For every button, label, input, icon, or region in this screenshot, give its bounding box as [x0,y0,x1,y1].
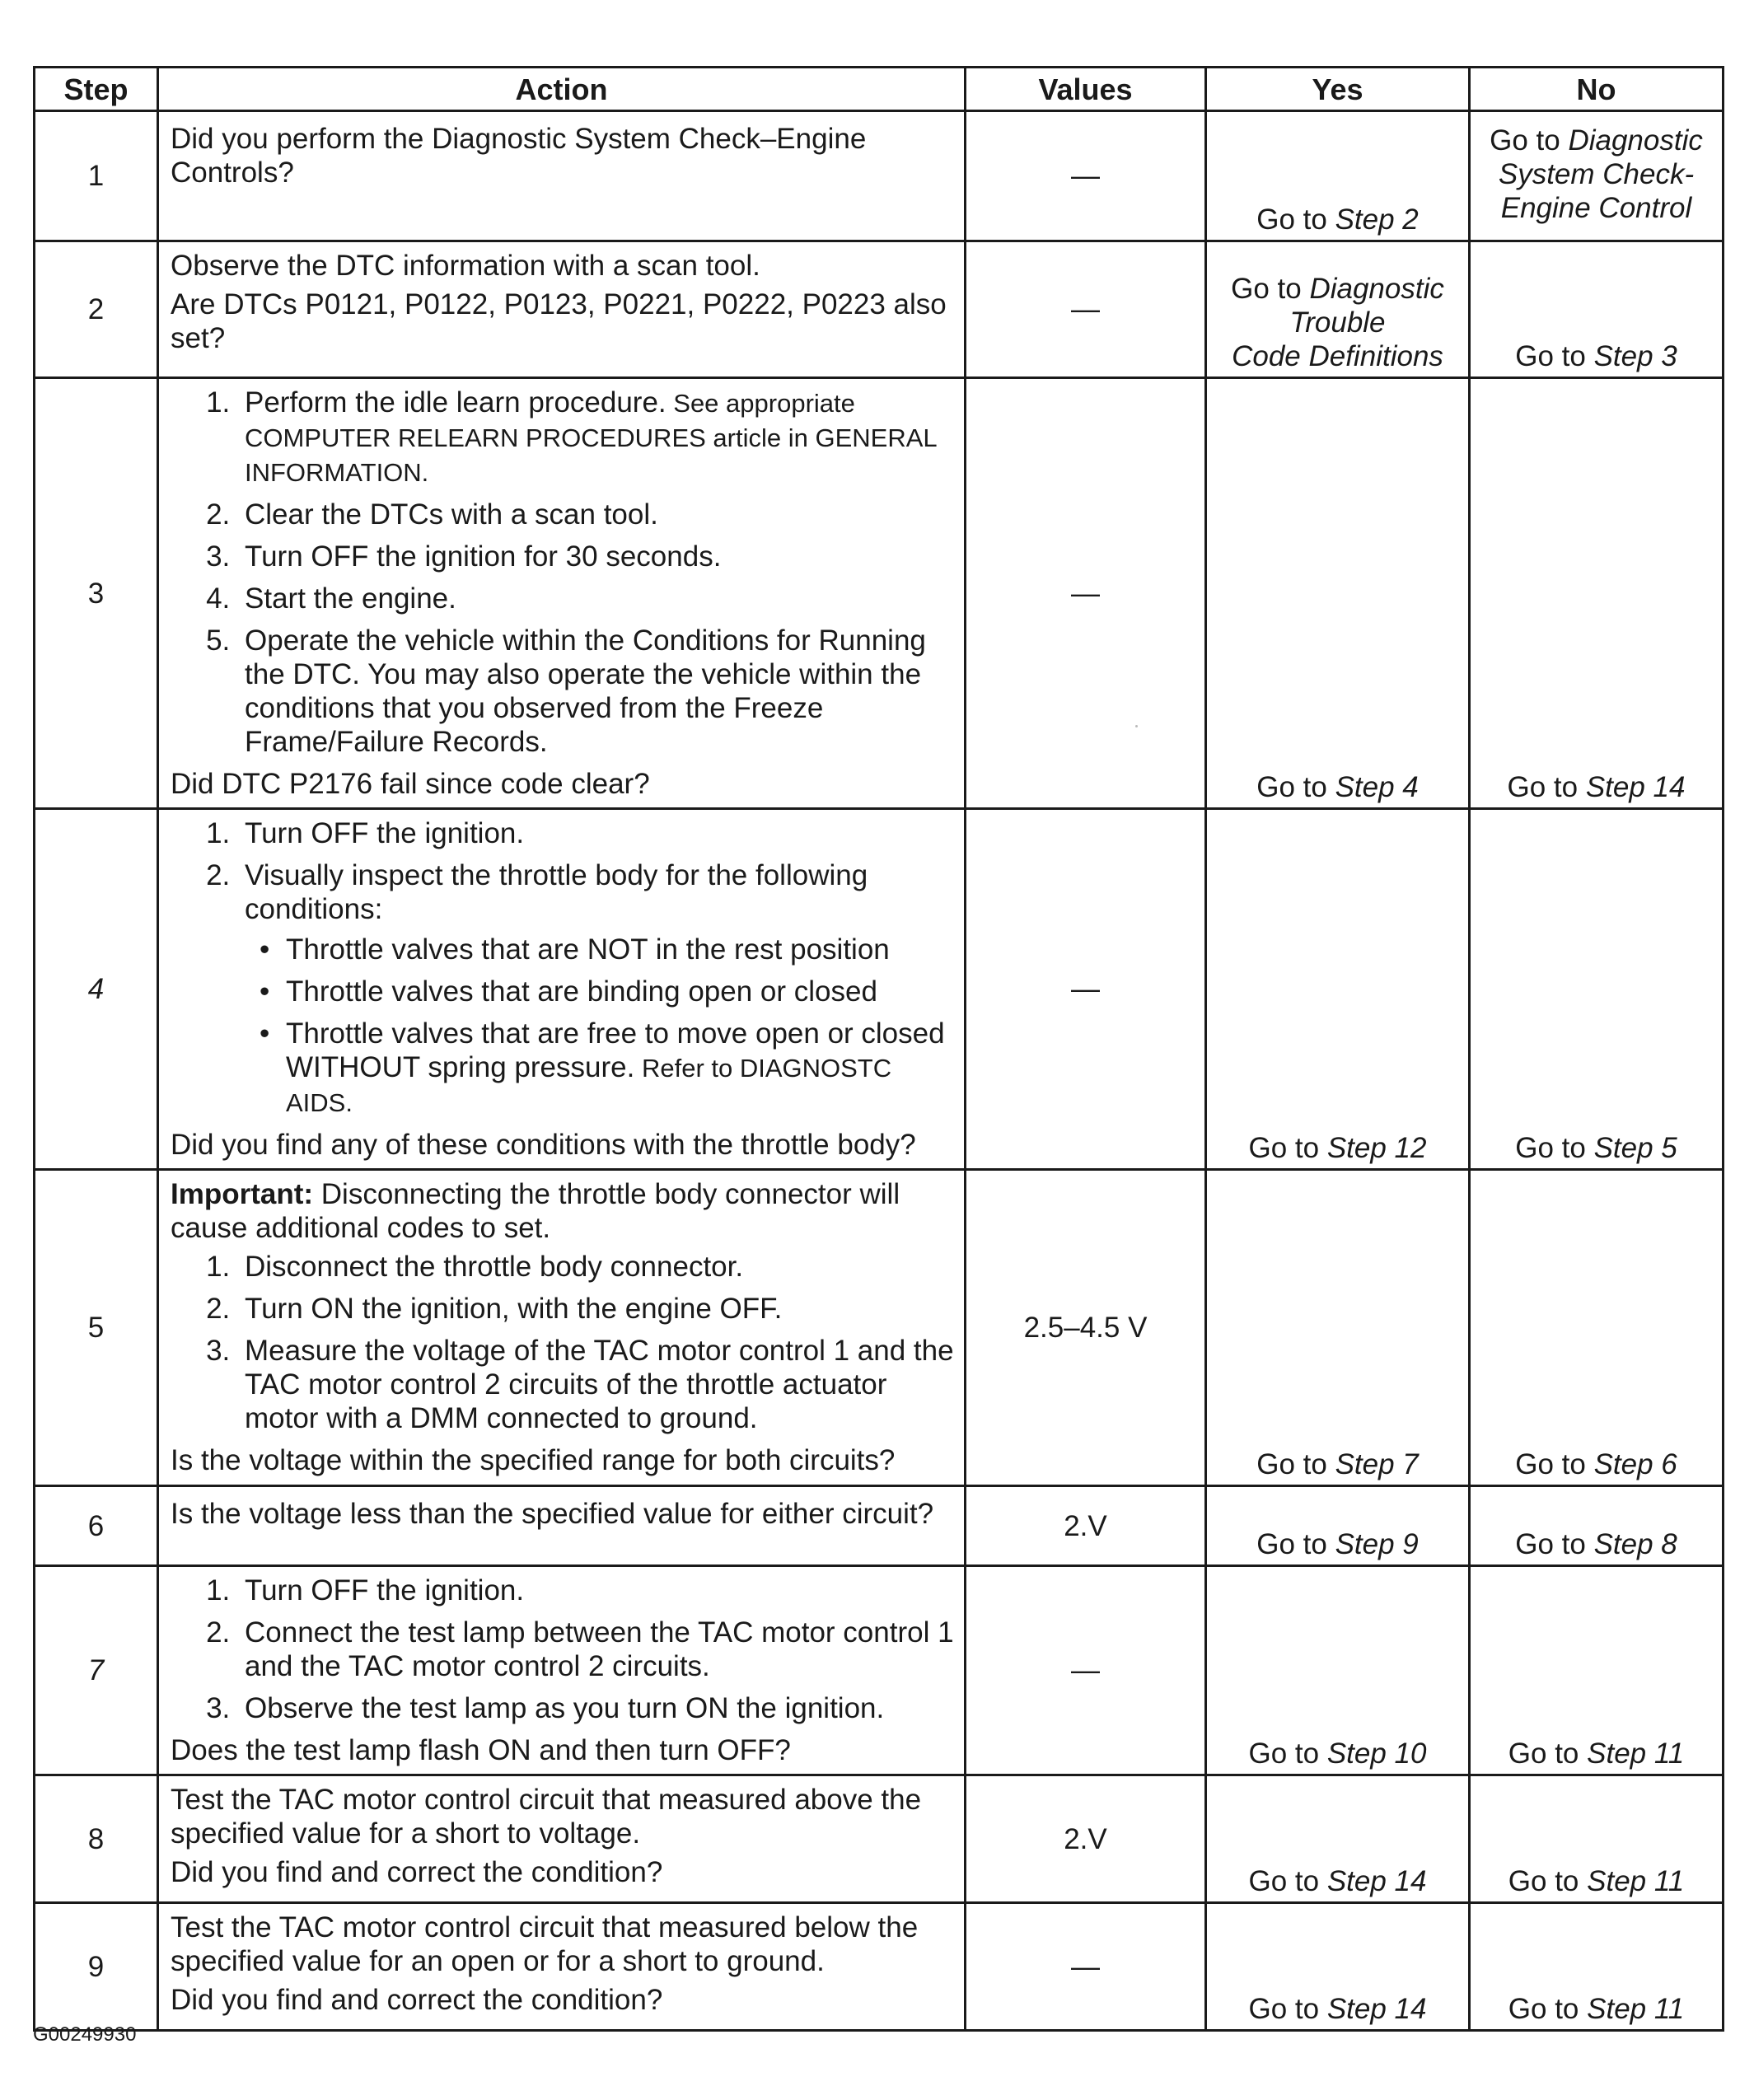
figure-code: G00249930 [33,2023,137,2046]
go-to-target: Step 14 [1326,1865,1427,1897]
no-cell [1470,111,1724,241]
value-cell: — [966,111,1206,241]
procedure-step: 3. Turn OFF the ignition for 30 seconds. [238,540,954,573]
go-to-target: Step 6 [1593,1448,1677,1480]
condition-list [245,933,954,1120]
value-cell: — [966,1566,1206,1775]
go-to-prefix: Go to [1256,1448,1335,1480]
procedure-list [171,1574,954,1725]
yes-cell [1206,1903,1470,2031]
go-to-target: Step 3 [1593,340,1677,372]
go-to-target: Step 11 [1587,1865,1685,1897]
header-no: No [1470,68,1724,111]
header-row [35,68,1724,111]
no-cell [1470,1903,1724,2031]
go-to-prefix: Go to [1515,1448,1594,1480]
action-cell [158,809,966,1170]
step-number: 9 [35,1903,158,2031]
yes-cell [1206,378,1470,809]
step-number: 8 [35,1775,158,1903]
step-number: 5 [35,1170,158,1486]
action-cell [158,111,966,241]
step-number: 1 [35,111,158,241]
go-to-target: Step 9 [1335,1528,1419,1560]
action-question: Did DTC P2176 fail since code clear? [171,768,650,800]
table-row [35,378,1724,809]
action-cell [158,1170,966,1486]
action-cell [158,1903,966,2031]
value-cell: 2.V [966,1775,1206,1903]
go-to-prefix: Go to [1490,124,1569,157]
value-cell: — [966,378,1206,809]
go-to-prefix: Go to [1248,1132,1327,1164]
yes-cell [1206,241,1470,378]
procedure-list [171,816,954,1120]
procedure-step: 1. Disconnect the throttle body connector. [238,1250,954,1284]
go-to-prefix: Go to [1515,340,1594,372]
go-to-prefix: Go to [1508,1993,1588,2025]
header-action: Action [158,68,966,111]
procedure-step: 1. Perform the idle learn procedure. See appropriate COMPUTER RELEARN PROCEDURES article in GENERAL INFORMATION. [238,386,954,489]
procedure-step: 3. Observe the test lamp as you turn ON the ignition. [238,1691,954,1725]
procedure-step: 4. Start the engine. [238,582,954,615]
procedure-step: 3. Measure the voltage of the TAC motor control 1 and the TAC motor control 2 circuits of the throttle actuator motor with a DMM connected to ground. [238,1334,954,1435]
value-cell: — [966,241,1206,378]
procedure-step: 1. Turn OFF the ignition. [238,1574,954,1607]
go-to-target: Code Definitions [1232,340,1443,372]
go-to-target: Step 14 [1585,771,1686,803]
no-cell [1470,1775,1724,1903]
header-step: Step [35,68,158,111]
action-cell [158,1775,966,1903]
procedure-step: 2. Turn ON the ignition, with the engine OFF. [238,1292,954,1326]
go-to-target: Step 10 [1326,1738,1427,1770]
go-to-target: Step 5 [1593,1132,1677,1164]
yes-cell [1206,1170,1470,1486]
action-cell [158,1486,966,1566]
no-cell [1470,378,1724,809]
procedure-step: 2. Visually inspect the throttle body for the following conditions: • Throttle valves that are NOT in the rest position • Throttle valves that are binding open or closed • Throttle valves that are free to move open or closed WITHOUT spring pressure. Refer to DIAGNOSTC AIDS. [238,858,954,1120]
procedure-step: 5. Operate the vehicle within the Conditions for Running the DTC. You may also operate the vehicle within the conditions that you observed from the Freeze Frame/Failure Records. [238,624,954,759]
action-text: Test the TAC motor control circuit that measured below the specified value for an open or for a short to ground. [171,1911,919,1977]
table-row [35,1903,1724,2031]
step-number: 6 [35,1486,158,1566]
go-to-target: Step 4 [1335,771,1419,803]
go-to-prefix: Go to [1508,1738,1588,1770]
value-cell: — [966,1903,1206,2031]
go-to-target: System Check- [1498,158,1695,190]
procedure-step: 2. Connect the test lamp between the TAC motor control 1 and the TAC motor control 2 circuits. [238,1616,954,1683]
action-question: Is the voltage within the specified range for both circuits? [171,1444,896,1476]
go-to-target: Step 2 [1335,203,1419,236]
condition-item: • Throttle valves that are NOT in the rest position [278,933,954,966]
no-cell [1470,241,1724,378]
yes-cell [1206,1566,1470,1775]
value-cell: — [966,809,1206,1170]
procedure-step: 1. Turn OFF the ignition. [238,816,954,850]
go-to-prefix: Go to [1231,273,1310,305]
go-to-target: Step 14 [1326,1993,1427,2025]
yes-cell [1206,111,1470,241]
action-cell [158,378,966,809]
go-to-target: Step 11 [1587,1738,1685,1770]
procedure-list [171,1250,954,1435]
table-row [35,1170,1724,1486]
action-question: Did you find and correct the condition? [171,1856,663,1888]
go-to-target: Step 7 [1335,1448,1419,1480]
header-yes: Yes [1206,68,1470,111]
action-question: Does the test lamp flash ON and then turn OFF? [171,1734,791,1766]
no-cell [1470,1566,1724,1775]
table-row [35,241,1724,378]
yes-cell [1206,1775,1470,1903]
go-to-prefix: Go to [1248,1865,1327,1897]
go-to-target: Trouble [1289,306,1386,339]
go-to-prefix: Go to [1256,203,1335,236]
go-to-target: Step 12 [1326,1132,1427,1164]
step-number: 2 [35,241,158,378]
go-to-prefix: Go to [1507,771,1586,803]
diagnostic-table [33,66,1724,2032]
table-row [35,1775,1724,1903]
procedure-step: 2. Clear the DTCs with a scan tool. [238,498,954,531]
go-to-target: Step 11 [1587,1993,1685,2025]
action-cell [158,1566,966,1775]
action-question: Are DTCs P0121, P0122, P0123, P0221, P0222, P0223 also set? [171,288,947,354]
table-row [35,111,1724,241]
go-to-target: Engine Control [1500,192,1692,224]
go-to-target: Diagnostic [1309,273,1444,305]
no-cell [1470,1486,1724,1566]
action-text: Observe the DTC information with a scan tool. [171,250,760,282]
go-to-prefix: Go to [1508,1865,1588,1897]
table-row [35,1566,1724,1775]
procedure-list [171,386,954,759]
action-question: Did you perform the Diagnostic System Check–Engine Controls? [171,123,867,189]
action-question: Is the voltage less than the specified value for either circuit? [171,1498,934,1530]
action-question: Did you find any of these conditions with the throttle body? [171,1129,916,1161]
step-number: 4 [35,809,158,1170]
yes-cell [1206,809,1470,1170]
go-to-prefix: Go to [1256,771,1335,803]
go-to-prefix: Go to [1248,1738,1327,1770]
header-values: Values [966,68,1206,111]
important-note: Important: Disconnecting the throttle body connector will cause additional codes to set. [171,1178,900,1244]
condition-item: • Throttle valves that are free to move open or closed WITHOUT spring pressure. Refer to DIAGNOSTC AIDS. [278,1017,954,1120]
scan-speck [1135,725,1138,727]
go-to-target: Diagnostic [1568,124,1703,157]
step-number: 7 [35,1566,158,1775]
action-cell [158,241,966,378]
yes-cell [1206,1486,1470,1566]
no-cell [1470,1170,1724,1486]
action-text: Test the TAC motor control circuit that measured above the specified value for a short to voltage. [171,1784,922,1850]
condition-item: • Throttle valves that are binding open or closed [278,975,954,1008]
go-to-target: Step 8 [1593,1528,1677,1560]
action-question: Did you find and correct the condition? [171,1984,663,2016]
go-to-prefix: Go to [1256,1528,1335,1560]
go-to-prefix: Go to [1515,1528,1594,1560]
go-to-prefix: Go to [1248,1993,1327,2025]
value-cell: 2.5–4.5 V [966,1170,1206,1486]
go-to-prefix: Go to [1515,1132,1594,1164]
value-cell: 2.V [966,1486,1206,1566]
table-row [35,809,1724,1170]
step-number: 3 [35,378,158,809]
table-row [35,1486,1724,1566]
no-cell [1470,809,1724,1170]
